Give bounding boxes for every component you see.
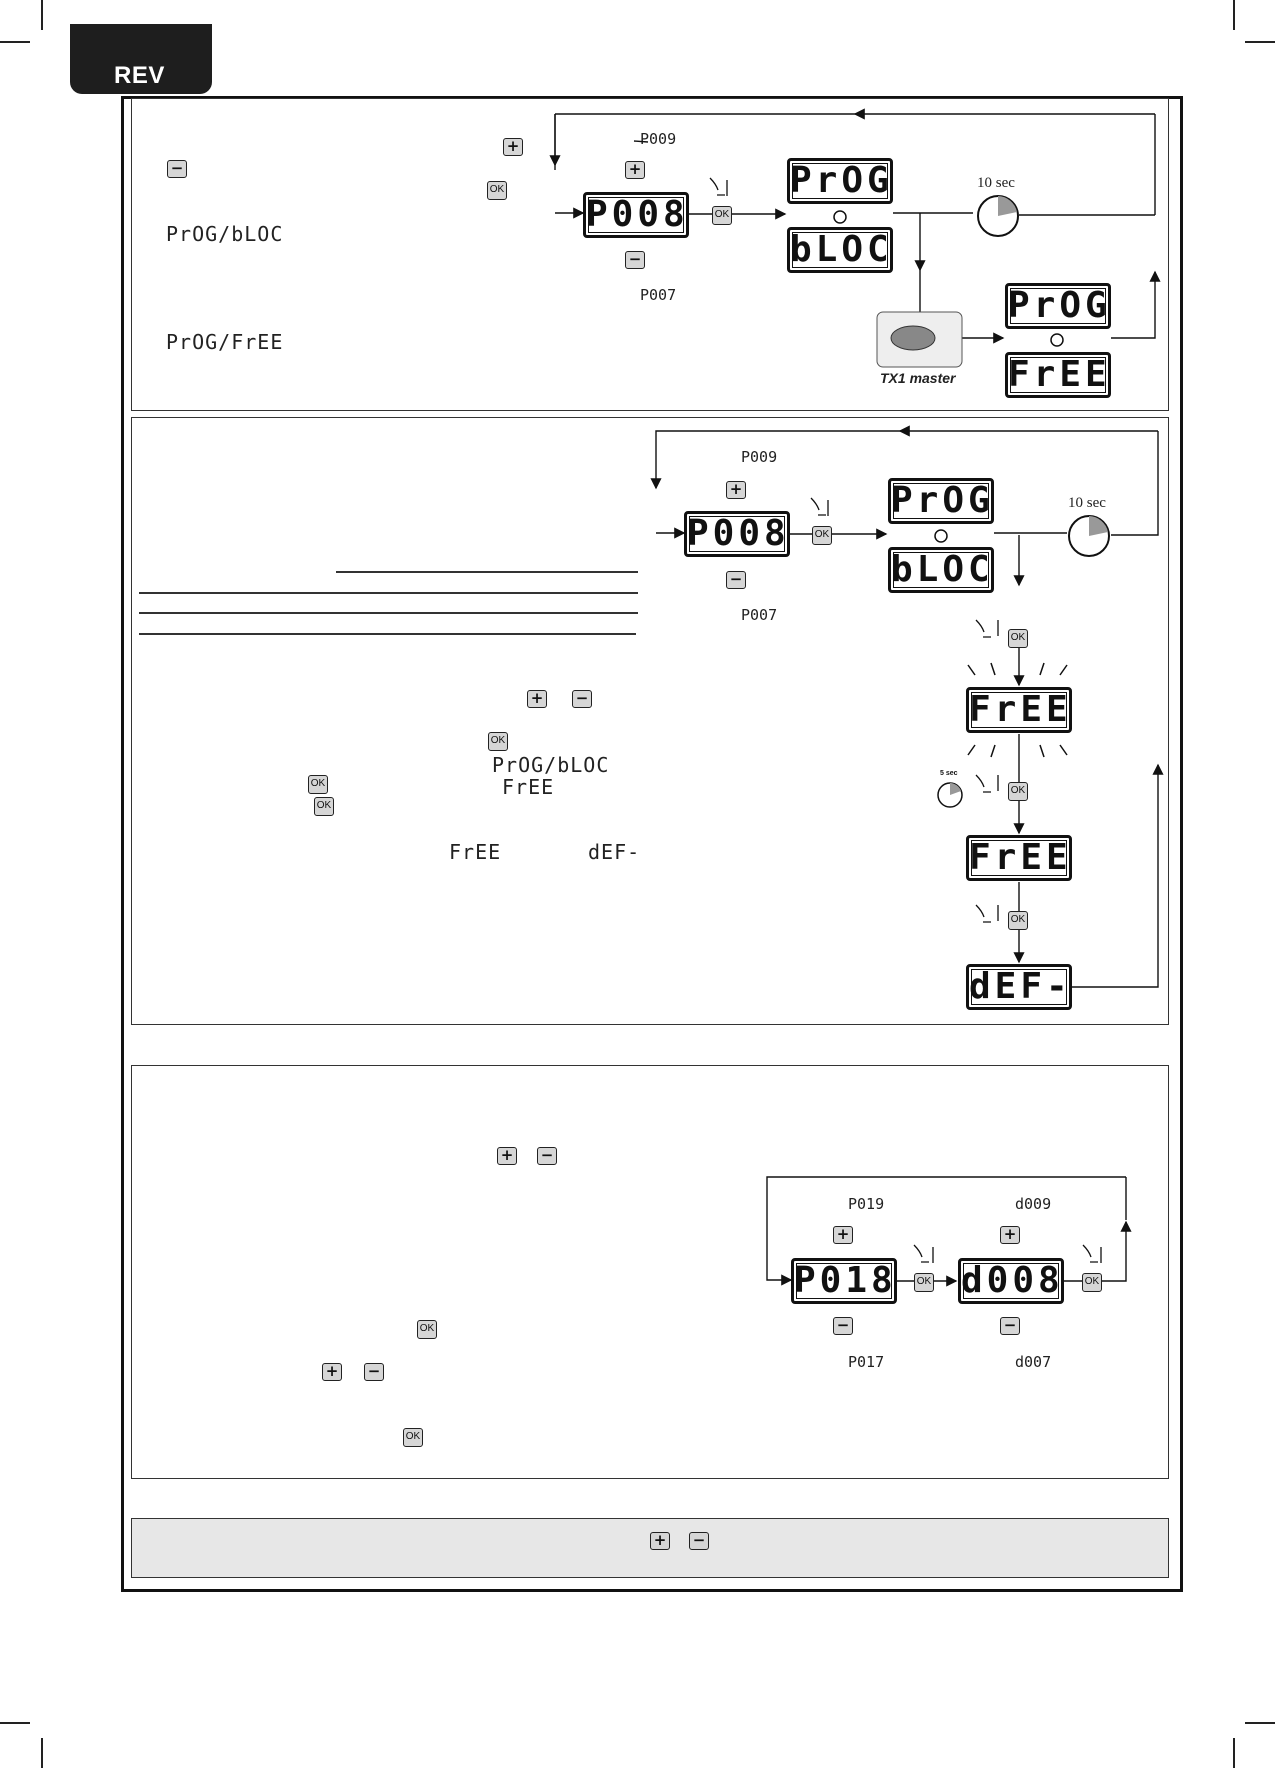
ok-key-icon: OK bbox=[487, 181, 507, 200]
plus-key-icon: + bbox=[650, 1532, 670, 1550]
free-blinking-display: FrEE bbox=[966, 687, 1072, 733]
plus-key-icon: + bbox=[625, 161, 645, 179]
value-prev-label: d007 bbox=[1015, 1353, 1052, 1371]
minus-key-icon: − bbox=[833, 1317, 853, 1335]
mode-bloc-text: PrOG/bLOC bbox=[166, 222, 284, 246]
ok-key-icon: OK bbox=[308, 775, 328, 794]
ok-press-icon: OK bbox=[1008, 629, 1028, 648]
bloc-display: bLOC bbox=[787, 227, 893, 273]
param-prev-label: P017 bbox=[848, 1353, 885, 1371]
param-prev-label: P007 bbox=[741, 606, 778, 624]
bloc-display: bLOC bbox=[888, 547, 994, 593]
prog-display: PrOG bbox=[787, 158, 893, 204]
timer-icon bbox=[1069, 516, 1109, 556]
ok-press-icon: OK bbox=[812, 526, 832, 545]
ok-key-icon: OK bbox=[403, 1428, 423, 1447]
mode-free-text: PrOG/FrEE bbox=[166, 330, 284, 354]
param-display: P008 bbox=[583, 192, 689, 238]
param-display: P018 bbox=[791, 1258, 897, 1304]
prog-display: PrOG bbox=[888, 478, 994, 524]
timer-label: 10 sec bbox=[977, 175, 1015, 191]
plus-key-icon: + bbox=[833, 1226, 853, 1244]
ok-press-icon: OK bbox=[712, 206, 732, 225]
ok-key-icon: OK bbox=[417, 1320, 437, 1339]
plus-key-icon: + bbox=[726, 481, 746, 499]
minus-key-icon: − bbox=[537, 1147, 557, 1165]
ok-hold-icon: OK bbox=[1008, 782, 1028, 801]
minus-key-icon: − bbox=[167, 160, 187, 178]
free-display: FrEE bbox=[1005, 352, 1111, 398]
plus-key-icon: + bbox=[503, 138, 523, 156]
timer-label: 10 sec bbox=[1068, 495, 1106, 511]
ok-press-icon: OK bbox=[1082, 1273, 1102, 1292]
plus-key-icon: + bbox=[1000, 1226, 1020, 1244]
plus-key-icon: + bbox=[527, 690, 547, 708]
param-next-label: P009 bbox=[741, 448, 778, 466]
value-display: d008 bbox=[958, 1258, 1064, 1304]
cycle-icon bbox=[834, 211, 1063, 542]
rev-label: REV bbox=[114, 62, 165, 89]
param-next-label: P019 bbox=[848, 1195, 885, 1213]
plus-key-icon: + bbox=[322, 1363, 342, 1381]
short-timer-icon bbox=[938, 783, 962, 807]
minus-key-icon: − bbox=[726, 571, 746, 589]
minus-key-icon: − bbox=[572, 690, 592, 708]
short-timer-label: 5 sec bbox=[940, 770, 958, 777]
ok-key-icon: OK bbox=[314, 797, 334, 816]
ok-key-icon: OK bbox=[488, 732, 508, 751]
minus-key-icon: − bbox=[625, 251, 645, 269]
minus-key-icon: − bbox=[1000, 1317, 1020, 1335]
param-next-label: P009 bbox=[640, 130, 677, 148]
minus-key-icon: − bbox=[689, 1532, 709, 1550]
remote-hand-icon bbox=[891, 326, 935, 350]
blink-rays bbox=[968, 663, 1067, 757]
free-display: FrEE bbox=[966, 835, 1072, 881]
plus-key-icon: + bbox=[497, 1147, 517, 1165]
remote-label: TX1 master bbox=[880, 370, 956, 386]
param-prev-label: P007 bbox=[640, 286, 677, 304]
minus-key-icon: − bbox=[364, 1363, 384, 1381]
ok-press-icon: OK bbox=[914, 1273, 934, 1292]
value-next-label: d009 bbox=[1015, 1195, 1052, 1213]
ok-release-icon: OK bbox=[1008, 911, 1028, 930]
param-display: P008 bbox=[684, 511, 790, 557]
timer-icon bbox=[978, 196, 1018, 236]
prog-display-2: PrOG bbox=[1005, 283, 1111, 329]
free-text: FrEE bbox=[502, 775, 555, 799]
def-display: dEF- bbox=[966, 964, 1072, 1010]
free-text-2: FrEE bbox=[449, 840, 502, 864]
mode-bloc-text: PrOG/bLOC bbox=[492, 753, 610, 777]
def-text: dEF- bbox=[588, 840, 641, 864]
